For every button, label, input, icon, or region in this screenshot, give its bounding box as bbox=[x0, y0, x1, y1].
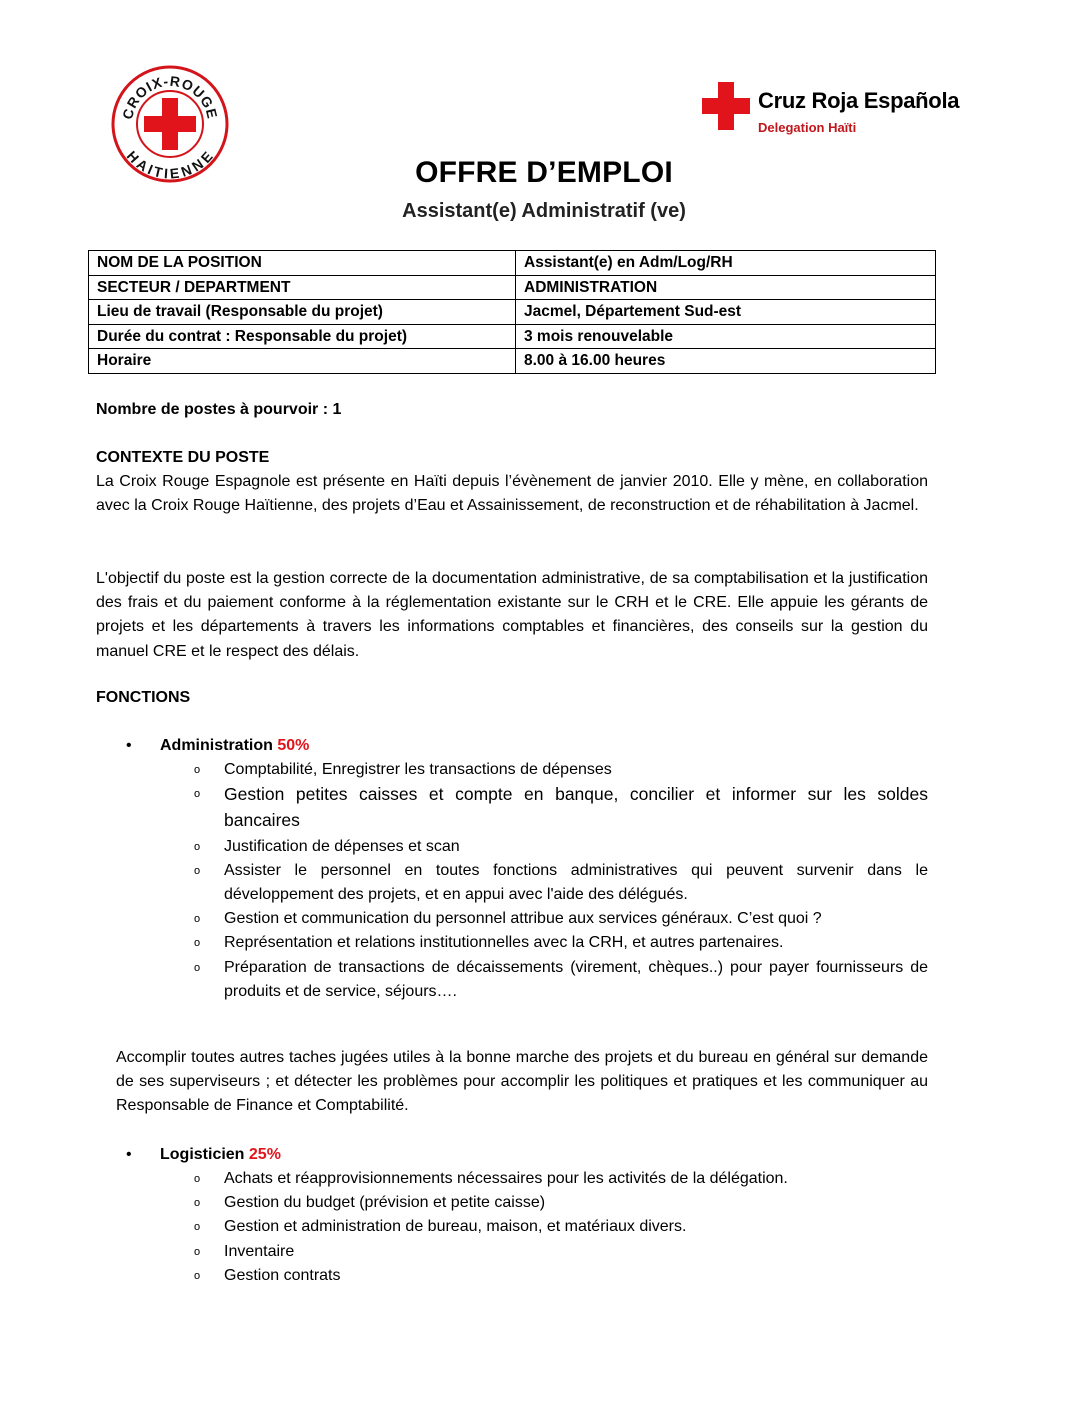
section-percentage: 50% bbox=[277, 737, 310, 754]
bullet-icon: o bbox=[194, 764, 201, 776]
bullet-icon: • bbox=[126, 737, 132, 754]
list-item: o Comptabilité, Enregistrer les transactions de dépenses bbox=[194, 758, 928, 782]
list-item: o Assister le personnel en toutes fonctions administratives qui peuvent survenir dans le développement des projets, et en appui avec l'aide des délégués. bbox=[194, 859, 928, 907]
table-cell-value: ADMINISTRATION bbox=[516, 275, 936, 300]
table-cell-label: Lieu de travail (Responsable du projet) bbox=[89, 300, 516, 325]
section-label: Administration bbox=[160, 737, 273, 754]
accomplir-paragraph: Accomplir toutes autres taches jugées utiles à la bonne marche des projets et du bureau en général sur demande de ses superviseurs ; et détecter les problèmes pour accomplir les politiques et pratiques et les communiquer au Responsable de Finance et Comptabilité. bbox=[116, 1049, 928, 1115]
list-item: o Représentation et relations institutionnelles avec la CRH, et autres partenaires. bbox=[194, 931, 928, 955]
crh-ring-top-text: CROIX-ROUGE bbox=[119, 72, 221, 121]
logistique-task-list bbox=[194, 1167, 928, 1288]
table-row bbox=[89, 349, 936, 374]
list-item: o Gestion du budget (prévision et petite caisse) bbox=[194, 1191, 928, 1215]
bullet-icon: o bbox=[194, 788, 201, 801]
list-item: o Gestion et administration de bureau, maison, et matériaux divers. bbox=[194, 1215, 928, 1239]
bullet-icon: • bbox=[126, 1146, 132, 1163]
list-item: o Préparation de transactions de décaissements (virement, chèques..) pour payer fournisseurs de produits et de service, séjours…. bbox=[194, 956, 928, 1004]
list-item: o Gestion et communication du personnel attribue aux services généraux. C’est quoi ? bbox=[194, 907, 928, 931]
table-cell-label: SECTEUR / DEPARTMENT bbox=[89, 275, 516, 300]
table-cell-label: NOM DE LA POSITION bbox=[89, 251, 516, 276]
list-item: o Justification de dépenses et scan bbox=[194, 835, 928, 859]
table-cell-value: Assistant(e) en Adm/Log/RH bbox=[516, 251, 936, 276]
bullet-icon: o bbox=[194, 1245, 201, 1258]
admin-task-list bbox=[194, 758, 928, 1004]
table-cell-value: Jacmel, Département Sud-est bbox=[516, 300, 936, 325]
list-item: o Gestion petites caisses et compte en banque, concilier et informer sur les soldes bancaires bbox=[194, 784, 928, 831]
cruz-roja-espanola-logo bbox=[702, 82, 960, 138]
table-cell-value: 3 mois renouvelable bbox=[516, 324, 936, 349]
section-percentage: 25% bbox=[248, 1146, 281, 1163]
postes-count: Nombre de postes à pourvoir : 1 bbox=[96, 401, 342, 418]
page-subtitle: Assistant(e) Administratif (ve) bbox=[402, 200, 686, 222]
page-title: OFFRE D’EMPLOI bbox=[415, 156, 673, 189]
bullet-icon: o bbox=[194, 840, 201, 853]
list-item: o Achats et réapprovisionnements nécessaires pour les activités de la délégation. bbox=[194, 1167, 928, 1191]
bullet-icon: o bbox=[194, 864, 201, 877]
fonctions-heading: FONCTIONS bbox=[96, 689, 191, 706]
contexte-paragraph-1: La Croix Rouge Espagnole est présente en Haïti depuis l’évènement de janvier 2010. Elle y mène, en collaboration avec la Croix Rouge Haïtienne, des projets d’Eau et Assainissement, de reconstruction et de réhabilitation à Jacmel. bbox=[96, 473, 928, 515]
bullet-icon: o bbox=[194, 1173, 201, 1185]
contexte-paragraph-2: L'objectif du poste est la gestion correcte de la documentation administrative, de sa comptabilisation et la justification des frais et du paiement conforme à la réglementation existante sur le CRH et le CRE. Elle appuie les gérants de projets et les départements à travers les informations comptables et financières, des conseils sur la gestion du manuel CRE et le respect des délais. bbox=[96, 570, 928, 660]
bullet-icon: o bbox=[194, 1269, 201, 1282]
table-row bbox=[89, 300, 936, 325]
red-cross-icon bbox=[702, 82, 750, 130]
list-item: o Inventaire bbox=[194, 1240, 928, 1264]
cre-delegation: Delegation Haïti bbox=[758, 120, 857, 135]
bullet-icon: o bbox=[194, 937, 201, 950]
bullet-icon: o bbox=[194, 913, 201, 926]
bullet-icon: o bbox=[194, 961, 201, 974]
table-row bbox=[89, 324, 936, 349]
table-cell-label: Durée du contrat : Responsable du projet) bbox=[89, 324, 516, 349]
cre-name: Cruz Roja Española bbox=[758, 88, 960, 113]
bullet-icon: o bbox=[194, 1221, 201, 1234]
table-cell-value: 8.00 à 16.00 heures bbox=[516, 349, 936, 374]
crh-ring-bottom-text: HAITIENNE bbox=[123, 147, 217, 182]
table-row bbox=[89, 251, 936, 276]
table-row bbox=[89, 275, 936, 300]
bullet-icon: o bbox=[194, 1197, 201, 1210]
section-label: Logisticien bbox=[160, 1146, 245, 1163]
list-item: o Gestion contrats bbox=[194, 1264, 928, 1288]
table-cell-label: Horaire bbox=[89, 349, 516, 374]
contexte-heading: CONTEXTE DU POSTE bbox=[96, 449, 270, 466]
position-info-table bbox=[88, 250, 936, 374]
